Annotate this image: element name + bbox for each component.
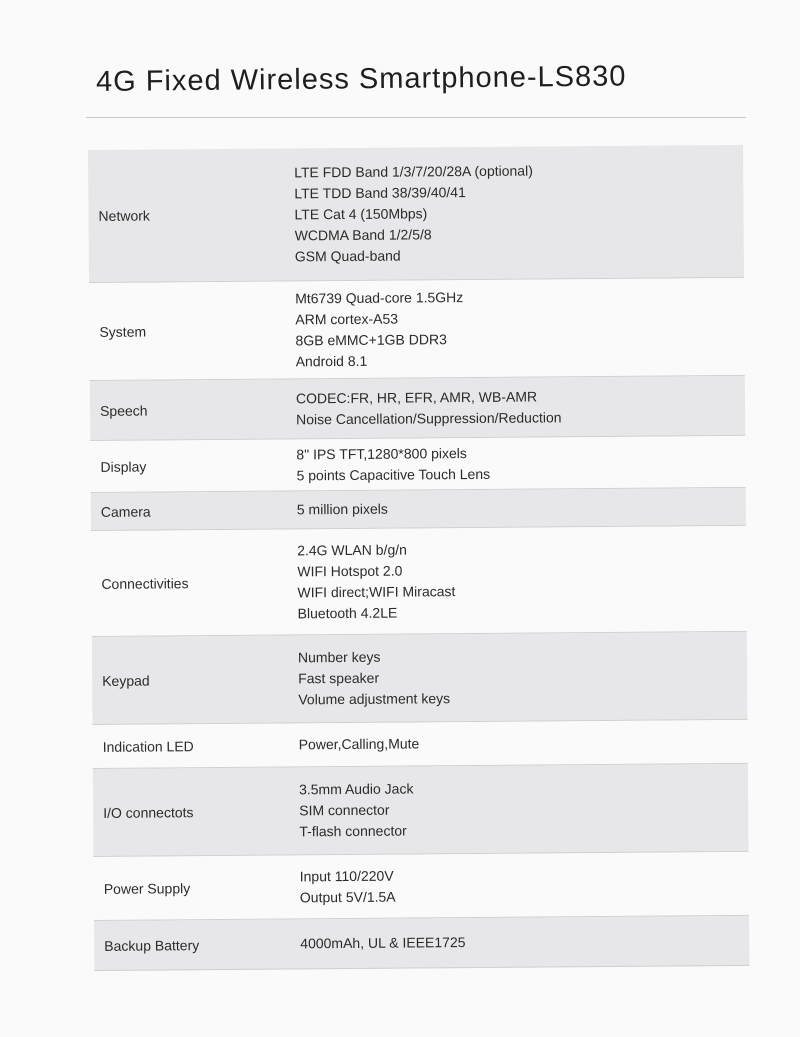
spec-row-io-connectors — [93, 764, 749, 857]
spec-values — [300, 854, 749, 916]
spec-values — [296, 432, 745, 494]
title-divider — [86, 117, 746, 118]
spec-row-connectivities — [91, 526, 747, 637]
spec-value: Volume adjustment keys — [298, 690, 451, 708]
spec-values — [297, 528, 747, 632]
spec-values — [300, 922, 749, 963]
spec-value: Mt6739 Quad-core 1.5GHz — [295, 288, 464, 306]
spec-value: WCDMA Band 1/2/5/8 — [294, 225, 432, 243]
spec-value: ARM cortex-A53 — [295, 310, 399, 327]
spec-values — [294, 150, 744, 275]
spec-value: Noise Cancellation/Suppression/Reduction — [296, 408, 562, 427]
spec-value: Fast speaker — [298, 669, 380, 687]
spec-value: Output 5V/1.5A — [299, 888, 396, 905]
spec-label: Backup Battery — [104, 936, 200, 954]
spec-row-backup-battery — [94, 916, 749, 971]
spec-label: Speech — [99, 402, 148, 419]
spec-row-indication-led — [93, 720, 748, 769]
spec-row-keypad — [92, 632, 748, 725]
spec-row-speech — [90, 376, 745, 441]
spec-table — [88, 145, 749, 971]
spec-values — [296, 376, 745, 438]
spec-label: Display — [100, 458, 147, 475]
spec-row-system — [89, 278, 745, 381]
spec-values — [295, 276, 745, 380]
spec-value: WIFI direct;WIFI Miracast — [297, 582, 456, 600]
spec-value: Number keys — [297, 648, 381, 666]
spec-label: Indication LED — [102, 737, 194, 755]
spec-values — [299, 768, 749, 851]
spec-value: Input 110/220V — [299, 867, 394, 884]
spec-label: Network — [98, 207, 150, 224]
spec-label: Keypad — [102, 672, 150, 689]
spec-value: Android 8.1 — [295, 352, 368, 369]
spec-row-power-supply — [94, 852, 749, 921]
spec-value: CODEC:FR, HR, EFR, AMR, WB-AMR — [295, 387, 538, 406]
spec-value: GSM Quad-band — [294, 247, 401, 264]
spec-row-display — [90, 436, 745, 493]
spec-label: Connectivities — [101, 574, 189, 592]
spec-values — [297, 488, 746, 529]
spec-label: System — [99, 323, 147, 340]
spec-values — [299, 723, 748, 764]
spec-value: 5 points Capacitive Touch Lens — [296, 465, 491, 483]
spec-value: LTE FDD Band 1/3/7/20/28A (optional) — [294, 162, 533, 180]
spec-values — [298, 636, 748, 719]
spec-row-camera — [91, 488, 746, 531]
spec-value: LTE TDD Band 38/39/40/41 — [294, 183, 466, 201]
spec-value: Power,Calling,Mute — [298, 735, 420, 753]
spec-value: 8GB eMMC+1GB DDR3 — [295, 330, 447, 348]
spec-label: I/O connectots — [103, 803, 194, 821]
spec-row-network — [88, 145, 744, 283]
spec-value: WIFI Hotspot 2.0 — [297, 562, 403, 579]
spec-value: 3.5mm Audio Jack — [298, 780, 414, 798]
spec-label: Camera — [100, 503, 151, 520]
spec-value: LTE Cat 4 (150Mbps) — [294, 204, 428, 222]
spec-value: T-flash connector — [299, 822, 407, 840]
spec-value: SIM connector — [299, 801, 390, 819]
spec-value: 4000mAh, UL & IEEE1725 — [300, 934, 466, 952]
spec-value: 2.4G WLAN b/g/n — [297, 541, 407, 558]
spec-label: Power Supply — [103, 879, 191, 897]
spec-value: 8" IPS TFT,1280*800 pixels — [296, 444, 467, 462]
page-title: 4G Fixed Wireless Smartphone-LS830 — [95, 60, 627, 98]
spec-value: 5 million pixels — [296, 500, 388, 518]
spec-value: Bluetooth 4.2LE — [297, 604, 398, 621]
